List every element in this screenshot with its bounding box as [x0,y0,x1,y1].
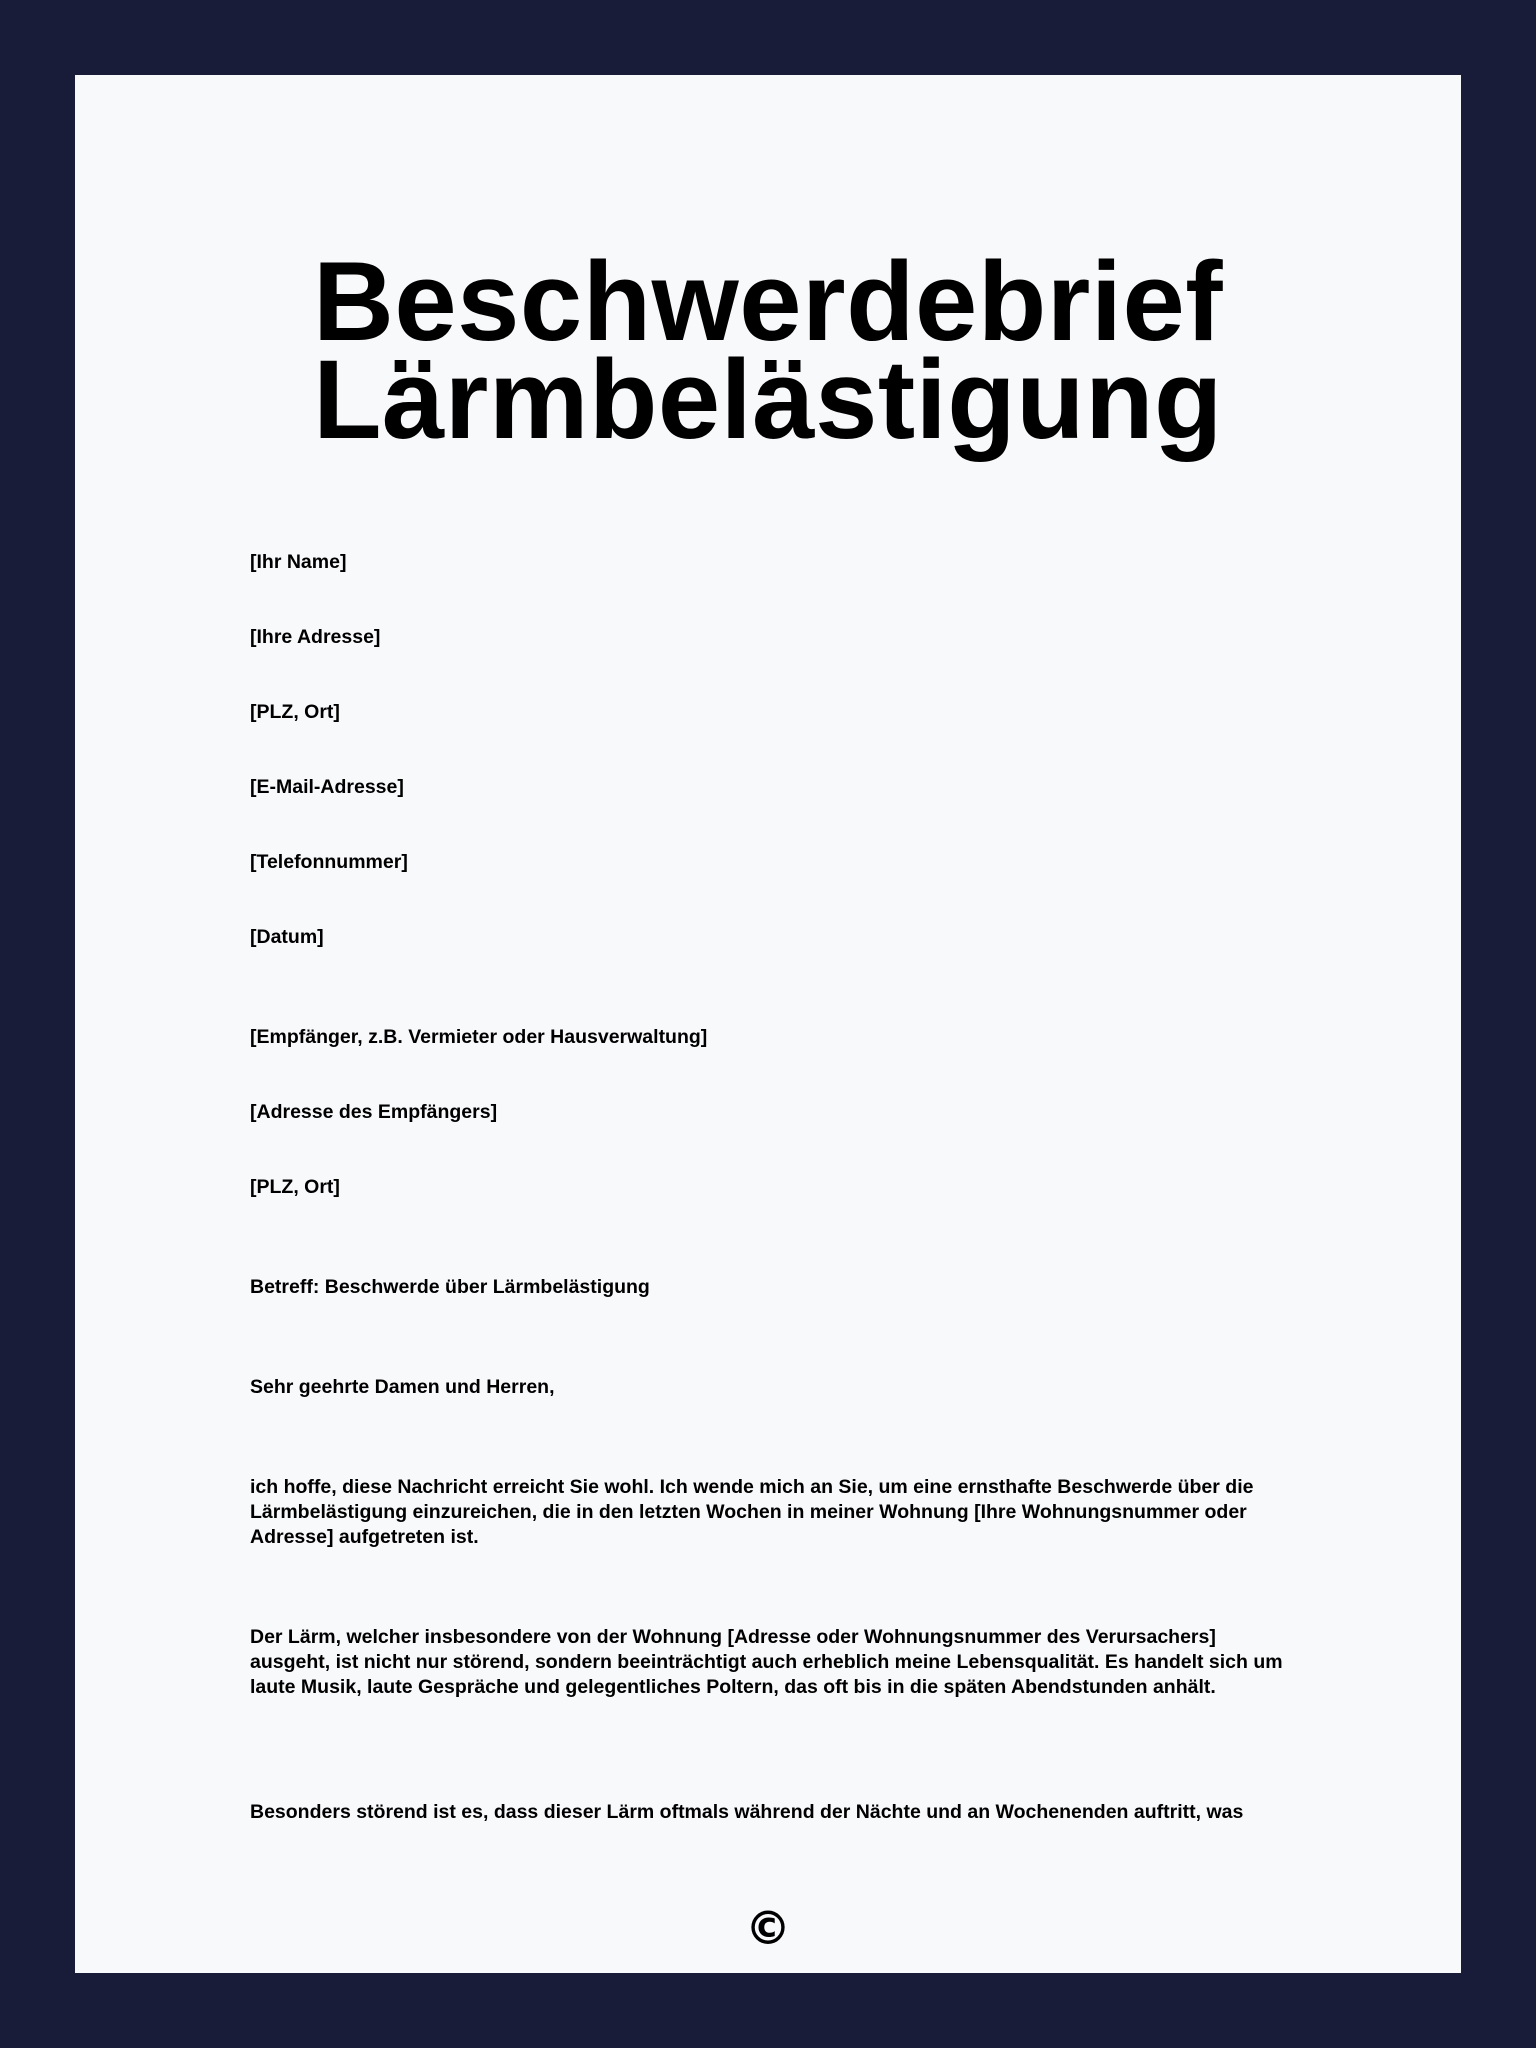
recipient-zip-city: [PLZ, Ort] [250,1176,340,1198]
body-paragraph-2: Der Lärm, welcher insbesondere von der Wohnung [Adresse oder Wohnungsnummer des Verursachers] ausgeht, ist nicht nur störend, sondern beeinträchtigt auch erheblich meine Lebensqualität. Es handelt sich um laute Musik, laute Gespräche und gelegentliches Poltern, das oft bis in die späten Abendstunden anhält. [250,1626,1283,1698]
letter-date: [Datum] [250,926,324,948]
sender-address: [Ihre Adresse] [250,626,381,648]
document-page [75,75,1461,1973]
sender-zip-city: [PLZ, Ort] [250,701,340,723]
copyright-icon: © [745,1901,791,1955]
sender-phone: [Telefonnummer] [250,851,408,873]
title-line-1: Beschwerdebrief [312,239,1224,364]
recipient-address: [Adresse des Empfängers] [250,1101,498,1123]
letter-subject: Betreff: Beschwerde über Lärmbelästigung [250,1276,650,1298]
document-title [75,239,1461,462]
sender-name: [Ihr Name] [250,551,347,573]
body-paragraph-3: Besonders störend ist es, dass dieser Lärm oftmals während der Nächte und an Wochenenden auftritt, was [250,1801,1244,1823]
title-line-2: Lärmbelästigung [313,337,1223,462]
letter-salutation: Sehr geehrte Damen und Herren, [250,1376,555,1398]
body-paragraph-1: ich hoffe, diese Nachricht erreicht Sie wohl. Ich wende mich an Sie, um eine ernsthafte Beschwerde über die Lärmbelästigung einzureichen, die in den letzten Wochen in meiner Wohnung [Ihre Wohnungsnummer oder Adresse] aufgetreten ist. [250,1476,1254,1548]
recipient-name: [Empfänger, z.B. Vermieter oder Hausverwaltung] [250,1026,708,1048]
sender-email: [E-Mail-Adresse] [250,776,404,798]
